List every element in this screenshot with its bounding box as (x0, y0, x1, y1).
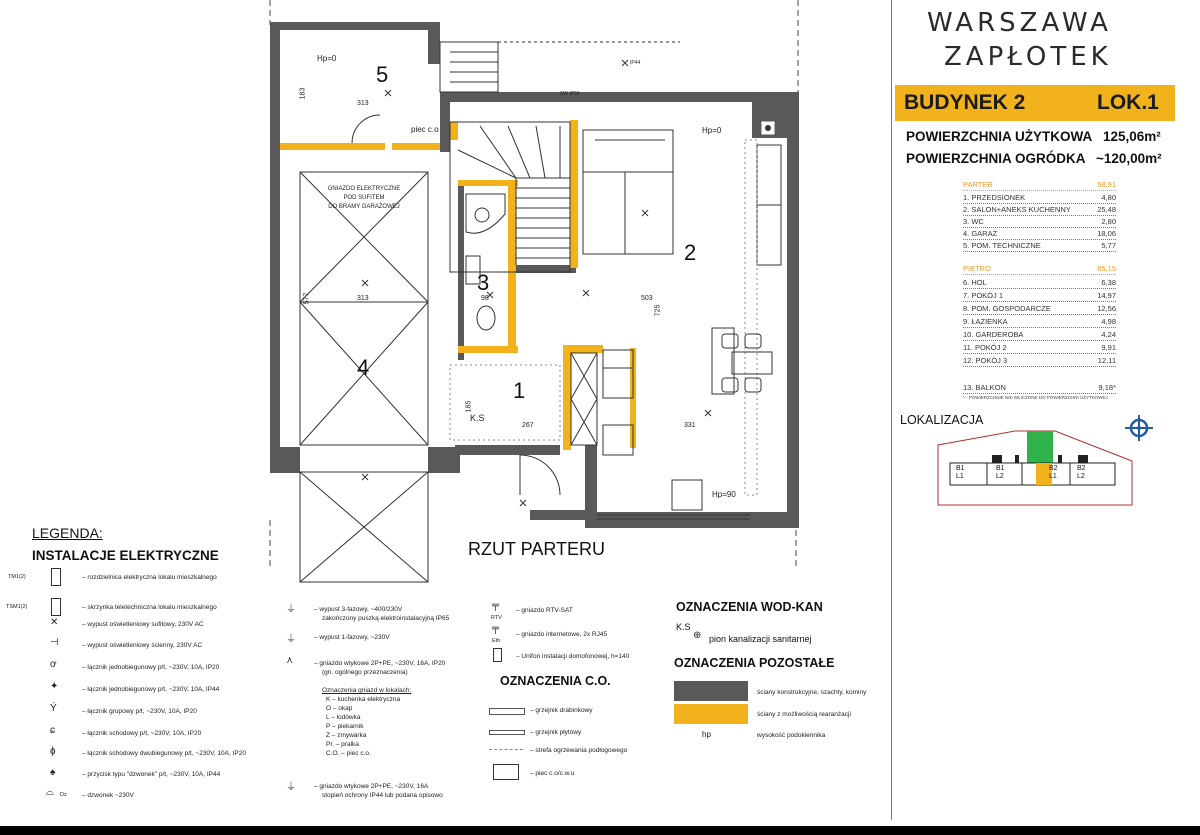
room-4-number: 4 (357, 355, 370, 380)
intercom-icon (493, 648, 502, 662)
switch-ip44-icon: ✦ (50, 681, 59, 692)
ks-label: K.S (470, 413, 485, 423)
sw-label: SW IP55 (560, 91, 580, 97)
ladder-radiator-icon (489, 708, 525, 715)
dimension-label: 331 (684, 422, 696, 429)
room-row-label: 13. BALKON (963, 383, 1006, 392)
ground-floor-title: PARTER (963, 180, 993, 189)
room-row-value: 12,11 (1097, 356, 1116, 365)
legend-text: – rozdzielnica elektryczna lokalu mieszkalnego (82, 574, 217, 581)
legend-text: Z – zmywarka (326, 732, 367, 739)
legend-text: K – kuchenka elektryczna (326, 696, 401, 703)
usable-area-label: POWIERZCHNIA UŻYTKOWA (906, 129, 1093, 144)
legend-text: – gniazdo internetowe, 2x RJ45 (516, 631, 608, 638)
room-row-value: 25,48 (1097, 205, 1116, 214)
hp-label: Hp=0 (702, 126, 722, 135)
room-row-value: 4,24 (1101, 330, 1116, 339)
room-row-value: 9,18* (1098, 383, 1116, 392)
wall-light-icon: ⊣ (50, 637, 59, 648)
map-label (996, 465, 1005, 481)
room-2-number: 2 (684, 240, 697, 265)
switch-icon: ơ (50, 659, 57, 670)
wodkan-code: K.S (676, 622, 691, 632)
room-row (963, 205, 1116, 216)
room-1-number: 1 (513, 378, 526, 403)
map-label-b: B2 (1049, 465, 1058, 472)
room-row (963, 343, 1116, 354)
dimension-label: 725 (654, 304, 662, 317)
legend-text: zakończony puszką elektroinstalacyjną IP65 (322, 615, 450, 622)
legend-text: (gn. ogólnego przeznaczenia) (322, 669, 408, 676)
wodkan-text: pion kanalizacji sanitarnej (709, 634, 812, 644)
hp-label: Hp=0 (317, 54, 337, 63)
room-row-label: 6. HOL (963, 278, 987, 287)
legend-text: – dzwonek ~230V (82, 792, 134, 799)
floor-heating-icon (489, 749, 523, 755)
city-title: WARSZAWA (927, 8, 1112, 38)
piec-label: piec c.o (411, 125, 439, 134)
dimension-label: 267 (522, 422, 534, 429)
plan-title: RZUT PARTERU (468, 539, 606, 559)
movable-wall-swatch (674, 704, 748, 724)
legend-text: – grzejnik płytowy (530, 729, 582, 736)
doorbell-button-icon: ♠ (50, 767, 56, 778)
map-label (956, 465, 965, 481)
legend-text: – przycisk typu "dzwonek" p/t, ~230V, 10A, IP44 (82, 771, 221, 778)
dimension-label: 577 (303, 292, 311, 305)
room-row-label: 7. POKÓJ 1 (963, 291, 1004, 300)
group-switch-icon: Ý (50, 703, 57, 714)
legend-text: – wypust 1-fazowy, ~230V (314, 634, 390, 641)
map-label-l: L2 (996, 473, 1004, 480)
wc-fixtures (466, 194, 505, 330)
legend-text: – gniazdo wtykowe 2P+PE, ~230V, 16A (314, 783, 429, 790)
garden-area-value: ~120,00m² (1096, 151, 1162, 166)
garage-socket-note-line: GNIAZDO ELEKTRYCZNE (327, 186, 401, 192)
legend-text: – piec c.o/c.w.u (530, 770, 575, 777)
legend-text: – Unifon instalacji domofonowej, h=140 (516, 653, 630, 660)
legend-text: O – okap (326, 705, 353, 712)
legend-code: TM1(2) (8, 574, 26, 580)
legend-text: stopień ochrony IP44 lub podana opisowo (322, 792, 443, 799)
legend-title: LEGENDA: (32, 525, 103, 541)
usable-area-value: 125,06m² (1103, 129, 1161, 144)
telecom-box-icon (51, 598, 61, 616)
map-label (1077, 465, 1086, 481)
hp-code: hp (702, 730, 711, 739)
legend-text: – gniazdo wtykowe 2P+PE, ~230V, 16A, IP20 (314, 660, 446, 667)
legend-text: – łącznik schodowy dwubiegunowy p/t, ~230V, 10A, IP20 (82, 750, 246, 757)
legend-text: – grzejnik drabinkowy (530, 707, 593, 714)
dining-table (712, 328, 772, 394)
single-phase-outlet-icon: ⏚ (286, 634, 296, 645)
garage-socket-note (318, 185, 410, 212)
legend-text: L – lodówka (326, 714, 361, 721)
legend-text: – łącznik jednobiegunowy p/t, ~230V, 10A, IP44 (82, 686, 220, 693)
socket-ip44-icon: ⏚ (286, 782, 296, 793)
structural-wall-swatch (674, 681, 748, 701)
room-row-label: 1. PRZEDSIONEK (963, 193, 1026, 202)
dimension-label: 185 (465, 400, 473, 413)
panel-divider (891, 0, 892, 820)
upper-floor-title: PIĘTRO (963, 264, 991, 273)
room-row-value: 6,38 (1101, 278, 1116, 287)
room-row-label: 9. ŁAZIENKA (963, 317, 1008, 326)
room-row-label: 11. POKÓJ 2 (963, 343, 1007, 352)
room-row-value: 4,80 (1101, 193, 1116, 202)
ip44-label: IP44 (630, 60, 641, 66)
ground-floor-total: 58,91 (1097, 180, 1116, 189)
dimension-label: 183 (299, 87, 307, 100)
upper-floor-total: 65,15 (1097, 264, 1116, 273)
garage-socket-note-line: DO BRAMY GARAŻOWEJ (328, 204, 400, 210)
doorbell-icon: ⌓ (46, 787, 54, 798)
map-label-l: L1 (956, 473, 964, 480)
room-row-label: 4. GARAŻ (963, 229, 998, 238)
garage-socket-note-line: POD SUFITEM (343, 195, 385, 201)
legend-text: – wypust oświetleniowy ścienny, 230V AC (82, 642, 203, 649)
room-3-number: 3 (477, 270, 490, 295)
room-row-label: 3. WC (963, 217, 984, 226)
room-row (963, 217, 1116, 228)
room-row-value: 4,98 (1101, 317, 1116, 326)
legend-code: Dz (60, 792, 67, 798)
map-label-l: L1 (1049, 473, 1057, 480)
room-row-value: 18,06 (1097, 229, 1116, 238)
room-row-label: 10. GARDEROBA (963, 330, 1024, 339)
upper-floor-header (963, 264, 1116, 275)
location-map (935, 423, 1135, 508)
room-row-value: 14,97 (1097, 291, 1116, 300)
legend-text: – łącznik jednobiegunowy p/t, ~230V, 10A, IP20 (82, 664, 220, 671)
double-stair-switch-icon: ɸ (50, 746, 56, 757)
switchboard-icon (51, 568, 61, 586)
kitchen-cabinet (571, 353, 597, 445)
room-row (963, 241, 1116, 252)
tv-socket-icon: ╤ (492, 600, 500, 611)
map-label-b: B1 (956, 465, 965, 472)
panel-radiator-icon (489, 730, 525, 735)
legend-text: – wypust oświetleniowy sufitowy, 230V AC (82, 621, 204, 628)
room-row (963, 330, 1116, 341)
legend-text: – łącznik grupowy p/t, ~230V, 10A, IP20 (82, 708, 197, 715)
dimension-label: 313 (357, 100, 369, 107)
three-phase-outlet-icon: ⏚ (286, 604, 296, 615)
ground-floor-header (963, 180, 1116, 191)
district-title: ZAPŁOTEK (944, 42, 1112, 72)
room-row-value: 12,56 (1097, 304, 1116, 313)
room-row-label: 2. SALON+ANEKS KUCHENNY (963, 205, 1071, 214)
stair-switch-icon: ɕ (50, 725, 55, 736)
room-row-balcony (963, 383, 1116, 394)
wodkan-title: OZNACZENIA WOD-KAN (676, 600, 823, 614)
map-label-b: B2 (1077, 465, 1086, 472)
room-row (963, 317, 1116, 328)
room-row-value: 2,80 (1101, 217, 1116, 226)
room-row (963, 193, 1116, 204)
map-label-l: L2 (1077, 473, 1085, 480)
unit-label: LOK.1 (1097, 91, 1159, 114)
room-row-value: 9,91 (1101, 343, 1116, 352)
sewer-pipe-icon: ⊕ (693, 630, 702, 641)
room-row (963, 304, 1116, 315)
chimney-icon (765, 125, 771, 131)
ceiling-light-icon: ✕ (50, 617, 59, 628)
legend-text: – łącznik schodowy p/t, ~230V, 10A, IP20 (82, 730, 202, 737)
map-label (1049, 465, 1058, 481)
partition-lines (300, 42, 781, 582)
legend-text: ściany z możliwością rearanżacji (757, 711, 851, 718)
legend-text: ściany konstrukcyjne, szachty, kominy (757, 689, 867, 696)
room-row-label: 12. POKÓJ 3 (963, 356, 1008, 365)
legend-text: – wypust 3-fazowy, ~400/230V (314, 606, 403, 613)
room-5-number: 5 (376, 62, 389, 87)
hp-label: Hp=90 (712, 490, 736, 499)
dimension-label: 98 (481, 295, 489, 302)
legend-text: Oznaczenia gniazd w lokalach: (322, 687, 412, 694)
garden-area-label: POWIERZCHNIA OGRÓDKA (906, 151, 1086, 166)
legend-text: C.O. – piec c.o. (326, 750, 371, 757)
legend-code: TSM1(2) (6, 604, 28, 610)
structural-walls (270, 22, 799, 528)
bottom-black-bar (0, 826, 1200, 835)
legend-text: – skrzynka teletechniczna lokalu mieszkalnego (82, 604, 217, 611)
room-row-label: 8. POM. GOSPODARCZE (963, 304, 1051, 313)
location-title: LOKALIZACJA (900, 413, 984, 427)
table-footnote: * - POWIERZCHNIE NIE WLICZONE DO POWIERZCHNI UŻYTKOWEJ (963, 395, 1108, 400)
dimension-label: 503 (641, 295, 653, 302)
boiler-icon (493, 764, 519, 780)
room-row-value: 5,77 (1101, 241, 1116, 250)
dimension-label: 313 (357, 295, 369, 302)
building-label: BUDYNEK 2 (904, 91, 1026, 114)
other-title: OZNACZENIA POZOSTAŁE (674, 656, 835, 670)
legend-text: wysokość podokiennika (757, 732, 826, 739)
map-label-b: B1 (996, 465, 1005, 472)
electrical-title: INSTALACJE ELEKTRYCZNE (32, 548, 219, 563)
room-row (963, 291, 1116, 302)
room-row (963, 229, 1116, 240)
legend-code: RTV (491, 615, 502, 621)
socket-icon: ⋏ (286, 655, 294, 666)
room-row (963, 356, 1116, 367)
legend-text: P – piekarnik (326, 723, 364, 730)
room-row (963, 278, 1116, 289)
legend-text: – strefa ogrzewania podłogowego (530, 747, 628, 754)
room-row-label: 5. POM. TECHNICZNE (963, 241, 1041, 250)
ethernet-socket-icon: ╤ (492, 623, 500, 634)
co-title: OZNACZENIA C.O. (500, 674, 611, 688)
legend-text: – gniazdo RTV-SAT (516, 607, 573, 614)
legend-text: Pr. – pralka (326, 741, 359, 748)
legend-code: Eth (492, 638, 501, 644)
